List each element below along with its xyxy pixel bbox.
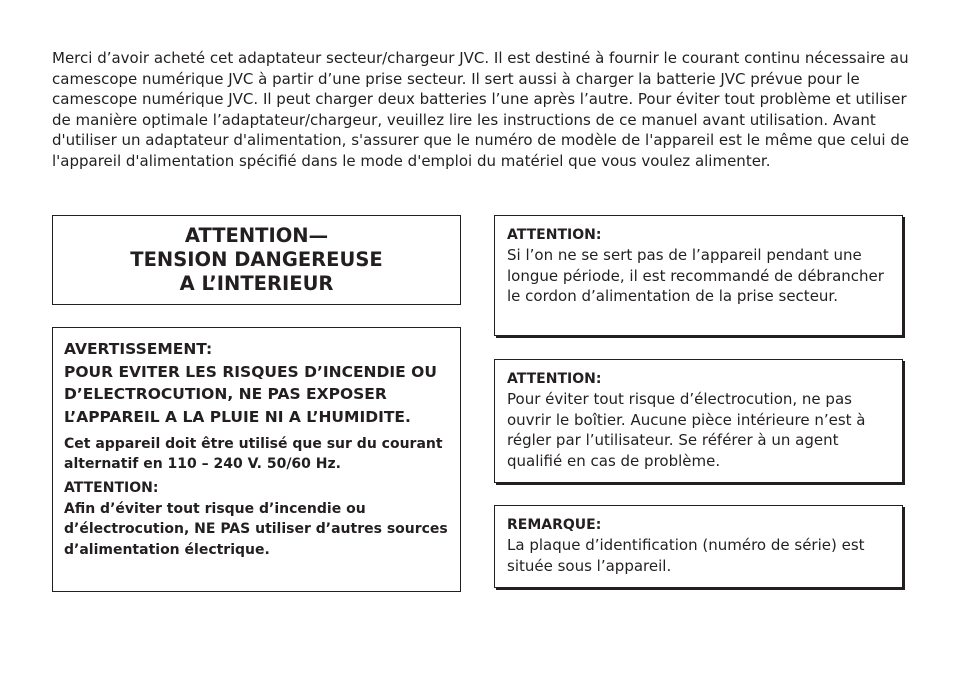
remark-text: La plaque d’identification (numéro de série) est située sous l’appareil. bbox=[507, 536, 865, 575]
warning-title: AVERTISSEMENT: bbox=[64, 340, 213, 358]
remark-title: REMARQUE: bbox=[507, 517, 602, 533]
danger-line-3: A L’INTERIEUR bbox=[179, 272, 334, 295]
attention-title: ATTENTION: bbox=[507, 227, 602, 243]
intro-paragraph: Merci d’avoir acheté cet adaptateur secteur/chargeur JVC. Il est destiné à fournir le courant continu nécessaire au camescope numérique JVC à partir d’une prise secteur. Il sert aussi à charger la batterie JVC prévue pour le camescope numérique JVC. Il peut charger deux batteries l’une après l’autre. Pour éviter tout problème et utiliser de manière optimale l’adaptateur/chargeur, veuillez lire les instructions de ce manuel avant utilisation. Avant d'utiliser un adaptateur d'alimentation, s'assurer que le numéro de modèle de l'appareil est le même que celui de l'appareil d'alimentation spécifié dans le mode d'emploi du matériel que vous voulez alimenter. bbox=[52, 49, 910, 170]
attention-box-unused bbox=[494, 215, 903, 336]
danger-voltage-box bbox=[52, 215, 461, 305]
remark-box bbox=[494, 505, 903, 588]
danger-line-2: TENSION DANGEREUSE bbox=[130, 248, 383, 271]
warning-attention-title: ATTENTION: bbox=[64, 480, 159, 496]
warning-box bbox=[52, 327, 461, 592]
attention-text: Si l’on ne se sert pas de l’appareil pendant une longue période, il est recommandé de débrancher le cordon d’alimentation de la prise secteur. bbox=[507, 246, 884, 305]
attention-box-electrocution bbox=[494, 359, 903, 483]
danger-line-1: ATTENTION— bbox=[184, 224, 329, 247]
attention-text: Pour éviter tout risque d’électrocution, ne pas ouvrir le boîtier. Aucune pièce intérieure n’est à régler par l’utilisateur. Se référer à un agent qualifié en cas de problème. bbox=[507, 390, 866, 470]
warning-headline: POUR EVITER LES RISQUES D’INCENDIE OU D’ELECTROCUTION, NE PAS EXPOSER L’APPAREIL A LA PLUIE NI A L’HUMIDITE. bbox=[64, 362, 437, 426]
power-note: Cet appareil doit être utilisé que sur du courant alternatif en 110 – 240 V. 50/60 Hz. bbox=[64, 436, 443, 472]
attention-title: ATTENTION: bbox=[507, 371, 602, 387]
warning-attention-text: Afin d’éviter tout risque d’incendie ou d’électrocution, NE PAS utiliser d’autres sources d’alimentation électrique. bbox=[64, 500, 448, 558]
